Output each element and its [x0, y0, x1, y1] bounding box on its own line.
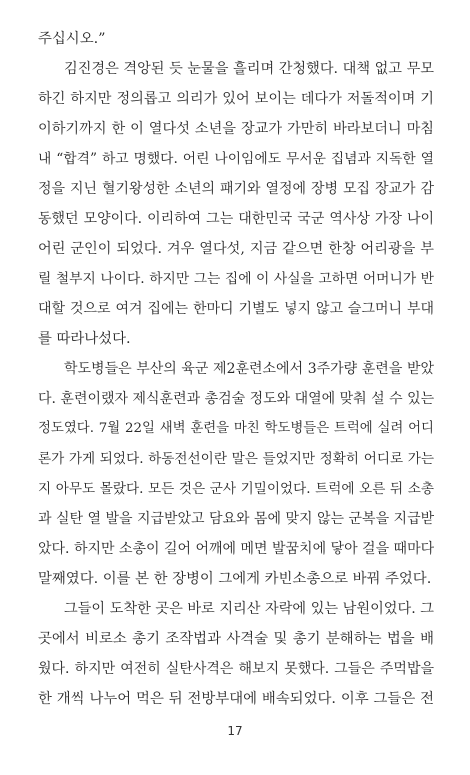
text-line: 그들이 도착한 곳은 바로 지리산 자락에 있는 남원이었다. 그: [64, 601, 434, 617]
text-line: 어린 군인이 되었다. 겨우 열다섯, 지금 같으면 한창 어리광을 부: [38, 241, 434, 257]
text-line: 정도였다. 7월 22일 새벽 훈련을 마친 학도병들은 트럭에 실려 어디: [38, 421, 434, 436]
text-line: 지 아무도 몰랐다. 모든 것은 군사 기밀이었다. 트럭에 오른 뒤 소총: [38, 481, 434, 497]
text-line: 았다. 하지만 소총이 길어 어깨에 메면 발꿈치에 닿아 걸을 때마다: [38, 541, 434, 557]
text-line: 내 “합격” 하고 명했다. 어린 나이임에도 무서운 집념과 지독한 열: [38, 151, 434, 167]
text-line: 정을 지닌 혈기왕성한 소년의 패기와 열정에 장병 모집 장교가 감: [38, 181, 434, 197]
text-line: 곳에서 비로소 총기 조작법과 사격술 및 총기 분해하는 법을 배: [38, 631, 434, 647]
text-line: 웠다. 하지만 여전히 실탄사격은 해보지 못했다. 그들은 주먹밥을: [38, 661, 434, 677]
text-line: 론가 가게 되었다. 하동전선이란 말은 들었지만 정확히 어디로 가는: [38, 451, 434, 467]
text-line: 다. 훈련이랬자 제식훈련과 총검술 정도와 대열에 맞춰 설 수 있는: [38, 391, 434, 407]
text-line: 말째였다. 이를 본 한 장병이 그에게 카빈소총으로 바꿔 주었다.: [38, 571, 432, 587]
text-line: 대할 것으로 여겨 집에는 한마디 기별도 넣지 않고 슬그머니 부대: [38, 301, 434, 317]
text-line: 과 실탄 열 발을 지급받았고 담요와 몸에 맞지 않는 군복을 지급받: [38, 511, 434, 527]
text-line: 학도병들은 부산의 육군 제2훈련소에서 3주가량 훈련을 받았: [64, 361, 434, 377]
text-line: 이하기까지 한 이 열다섯 소년을 장교가 가만히 바라보더니 마침: [38, 121, 434, 137]
page-number: 17: [227, 724, 243, 738]
text-line: 김진경은 격앙된 듯 눈물을 흘리며 간청했다. 대책 없고 무모: [64, 61, 434, 77]
text-line: 동했던 모양이다. 이리하여 그는 대한민국 국군 역사상 가장 나이: [38, 211, 434, 227]
text-line: 를 따라나섰다.: [38, 331, 131, 347]
text-line: 하긴 하지만 정의롭고 의리가 있어 보이는 데다가 저돌적이며 기: [38, 91, 434, 107]
text-line: 주십시오.”: [38, 31, 106, 47]
text-line: 한 개씩 나누어 먹은 뒤 전방부대에 배속되었다. 이후 그들은 전: [38, 691, 434, 707]
text-line: 릴 철부지 나이다. 하지만 그는 집에 이 사실을 고하면 어머니가 반: [38, 271, 434, 287]
body-text: [38, 24, 434, 714]
